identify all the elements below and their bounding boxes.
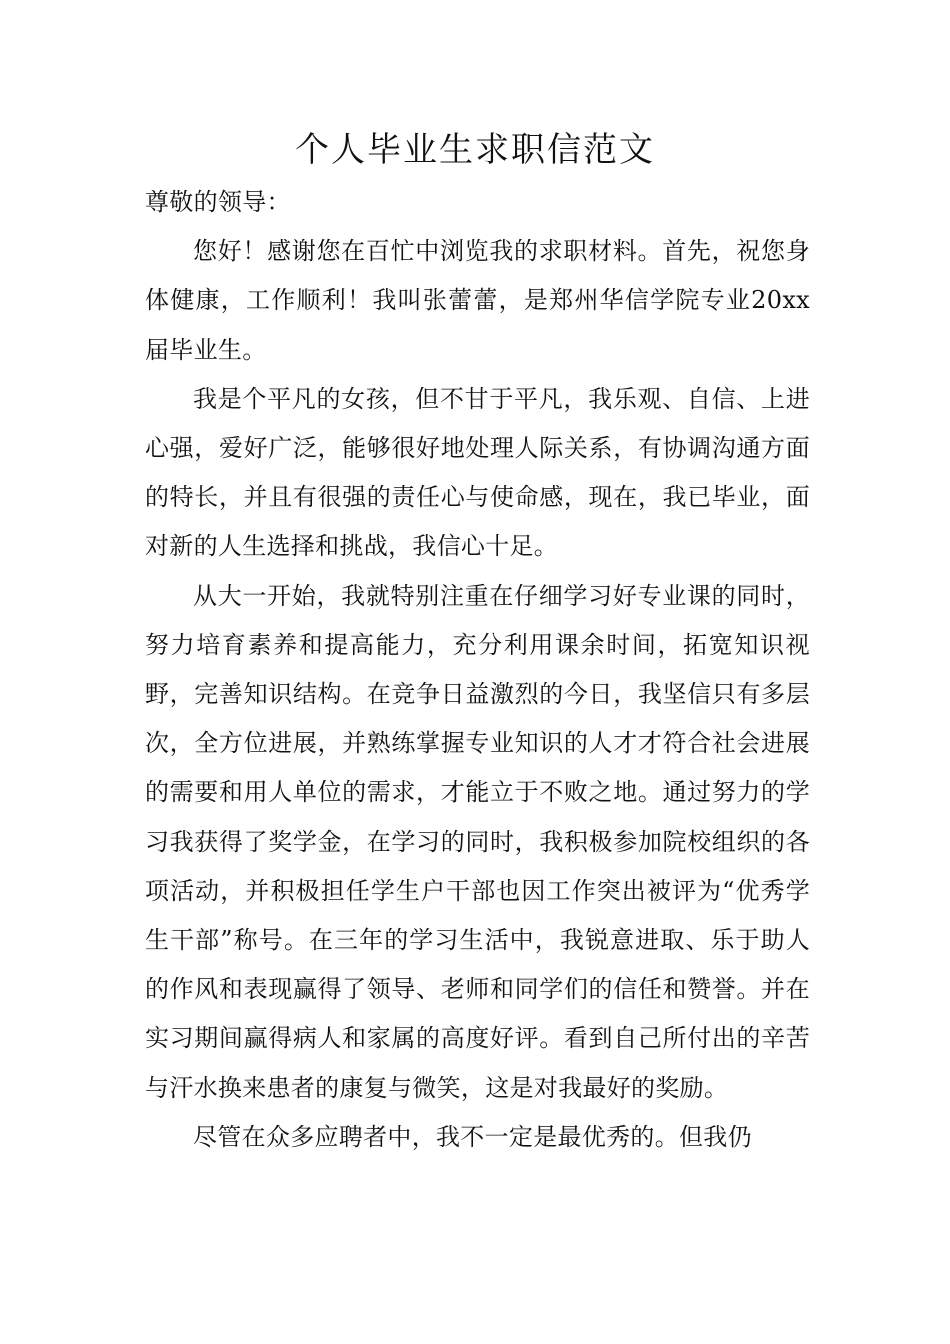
paragraph-study-experience: 从大一开始，我就特别注重在仔细学习好专业课的同时，努力培育素养和提高能力，充分利用课余时间，拓宽知识视野，完善知识结构。在竞争日益激烈的今日，我坚信只有多层次，全方位进展，并熟练掌握专业知识的人才才符合社会进展的需要和用人单位的需求，才能立于不败之地。通过努力的学习我获得了奖学金，在学习的同时，我积极参加院校组织的各项活动，并积极担任学生户干部也因工作突出被评为“优秀学生干部”称号。在三年的学习生活中，我锐意进取、乐于助人的作风和表现赢得了领导、老师和同学们的信任和赞誉。并在实习期间赢得病人和家属的高度好评。看到自己所付出的辛苦与汗水换来患者的康复与微笑，这是对我最好的奖励。 bbox=[145, 581, 810, 1102]
document-title: 个人毕业生求职信范文 bbox=[295, 130, 655, 170]
paragraph-greeting: 您好！感谢您在百忙中浏览我的求职材料。首先，祝您身体健康，工作顺利！我叫张蕾蕾，是郑州华信学院专业20xx届毕业生。 bbox=[145, 237, 810, 364]
paragraph-self-intro: 我是个平凡的女孩，但不甘于平凡，我乐观、自信、上进心强，爱好广泛，能够很好地处理人际关系，有协调沟通方面的特长，并且有很强的责任心与使命感，现在，我已毕业，面对新的人生选择和挑战，我信心十足。 bbox=[145, 384, 810, 561]
paragraph-closing-partial: 尽管在众多应聘者中，我不一定是最优秀的。但我仍 bbox=[193, 1122, 752, 1151]
document-body bbox=[145, 178, 810, 1162]
salutation: 尊敬的领导： bbox=[145, 188, 291, 216]
